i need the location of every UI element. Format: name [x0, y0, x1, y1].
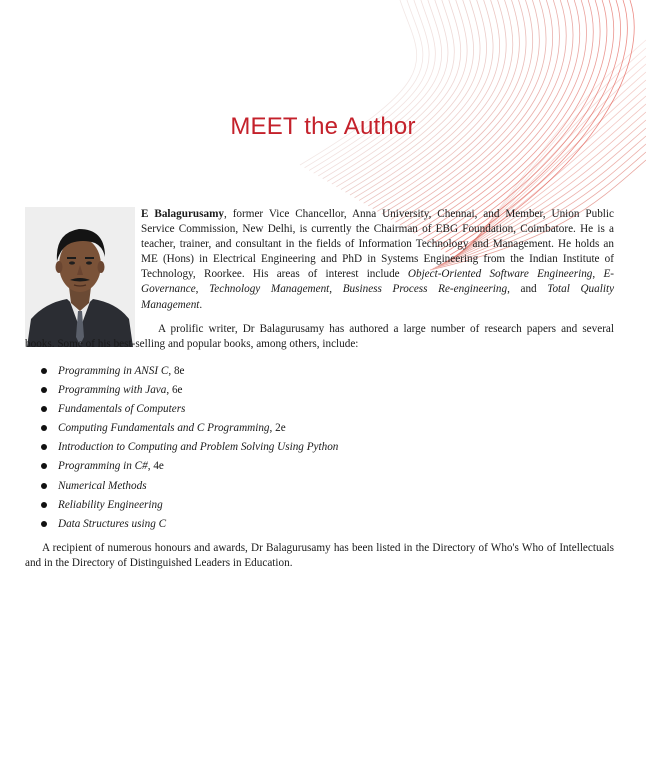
decorative-curve [359, 0, 500, 200]
decorative-curve [350, 0, 487, 195]
book-title: Numerical Methods [58, 479, 147, 492]
interest-5: Total Quality Management [141, 283, 615, 311]
book-item [41, 496, 338, 515]
decorative-curve [318, 0, 441, 176]
separator: , [592, 268, 604, 281]
book-list [41, 362, 338, 534]
period: . [199, 298, 203, 311]
book-edition: , 4e [147, 460, 164, 473]
separator: , [195, 283, 210, 296]
decorative-curve [332, 0, 461, 184]
book-item [41, 438, 338, 457]
book-title: Programming with Java [58, 384, 167, 397]
book-item [41, 362, 338, 381]
author-name: E Balagurusamy [141, 208, 224, 220]
interest-3: Technology Management [209, 283, 330, 296]
closing-paragraph: A recipient of numerous honours and awards, Dr Balagurusamy has been listed in the Directory of Who's Who of Intellectuals and in the Directory of Distinguished Leaders in Education. [25, 542, 614, 570]
books-intro-text: A prolific writer, Dr Balagurusamy has authored a large number of research papers and several books. Some of his best-selling and popular books, among others, include: [25, 323, 614, 351]
book-edition: , 8e [168, 365, 185, 377]
book-item [41, 419, 338, 438]
decorative-curve [386, 0, 539, 217]
book-title: Fundamentals of Computers [58, 403, 186, 416]
author-bio [141, 207, 614, 313]
decorative-curve [341, 0, 474, 190]
decorative-curve [355, 0, 494, 198]
decorative-curve [368, 0, 513, 206]
decorative-curve [323, 0, 448, 179]
interest-4: Business Process Re-engineering [342, 283, 508, 296]
bio-text: , former Vice Chancellor, Anna University, Chennai, and Member, Union Public Service Commission, New Delhi, is currently the Chairman of EBG Foundation, Coimbatore. He is a teacher, trainer, and consultant in the fields of Information Technology and Management. He holds an ME (Hons) in Electrical Engineering and PhD in Systems Engineering from the Indian Institute of Technology, Roorkee. His areas of interest include [141, 208, 614, 281]
decorative-curve [309, 0, 429, 170]
decorative-curve [391, 0, 546, 220]
book-item [41, 457, 338, 476]
decorative-curve [364, 0, 507, 203]
page-title: MEET the Author [230, 113, 416, 140]
book-title: Computing Fundamentals and C Programming [58, 422, 270, 435]
decorative-curve [345, 0, 480, 192]
interest-2: E-Governance [141, 268, 615, 296]
book-title: Introduction to Computing and Problem Solving Using Python [58, 441, 339, 454]
decorative-curve [305, 0, 423, 168]
books-intro-paragraph [25, 322, 614, 352]
book-item [41, 515, 338, 534]
decorative-curve [373, 0, 520, 209]
decorative-curve [314, 0, 436, 173]
book-title: Programming in C# [58, 460, 148, 473]
separator: , and [507, 283, 548, 296]
interest-1: Object-Oriented Software Engineering [407, 268, 593, 281]
book-title: Reliability Engineering [58, 498, 163, 511]
book-title: Data Structures using C [58, 517, 167, 530]
decorative-curve [327, 0, 454, 181]
book-item [41, 381, 338, 400]
book-item [41, 400, 338, 419]
decorative-curve [377, 0, 526, 211]
decorative-curve [395, 0, 552, 222]
book-title: Programming in ANSI C [58, 365, 169, 377]
decorative-curve [336, 0, 467, 187]
book-edition: , 6e [166, 384, 183, 397]
book-edition: , 2e [269, 422, 286, 435]
book-item [41, 477, 338, 496]
separator: , [329, 283, 343, 296]
decorative-curve [382, 0, 533, 214]
